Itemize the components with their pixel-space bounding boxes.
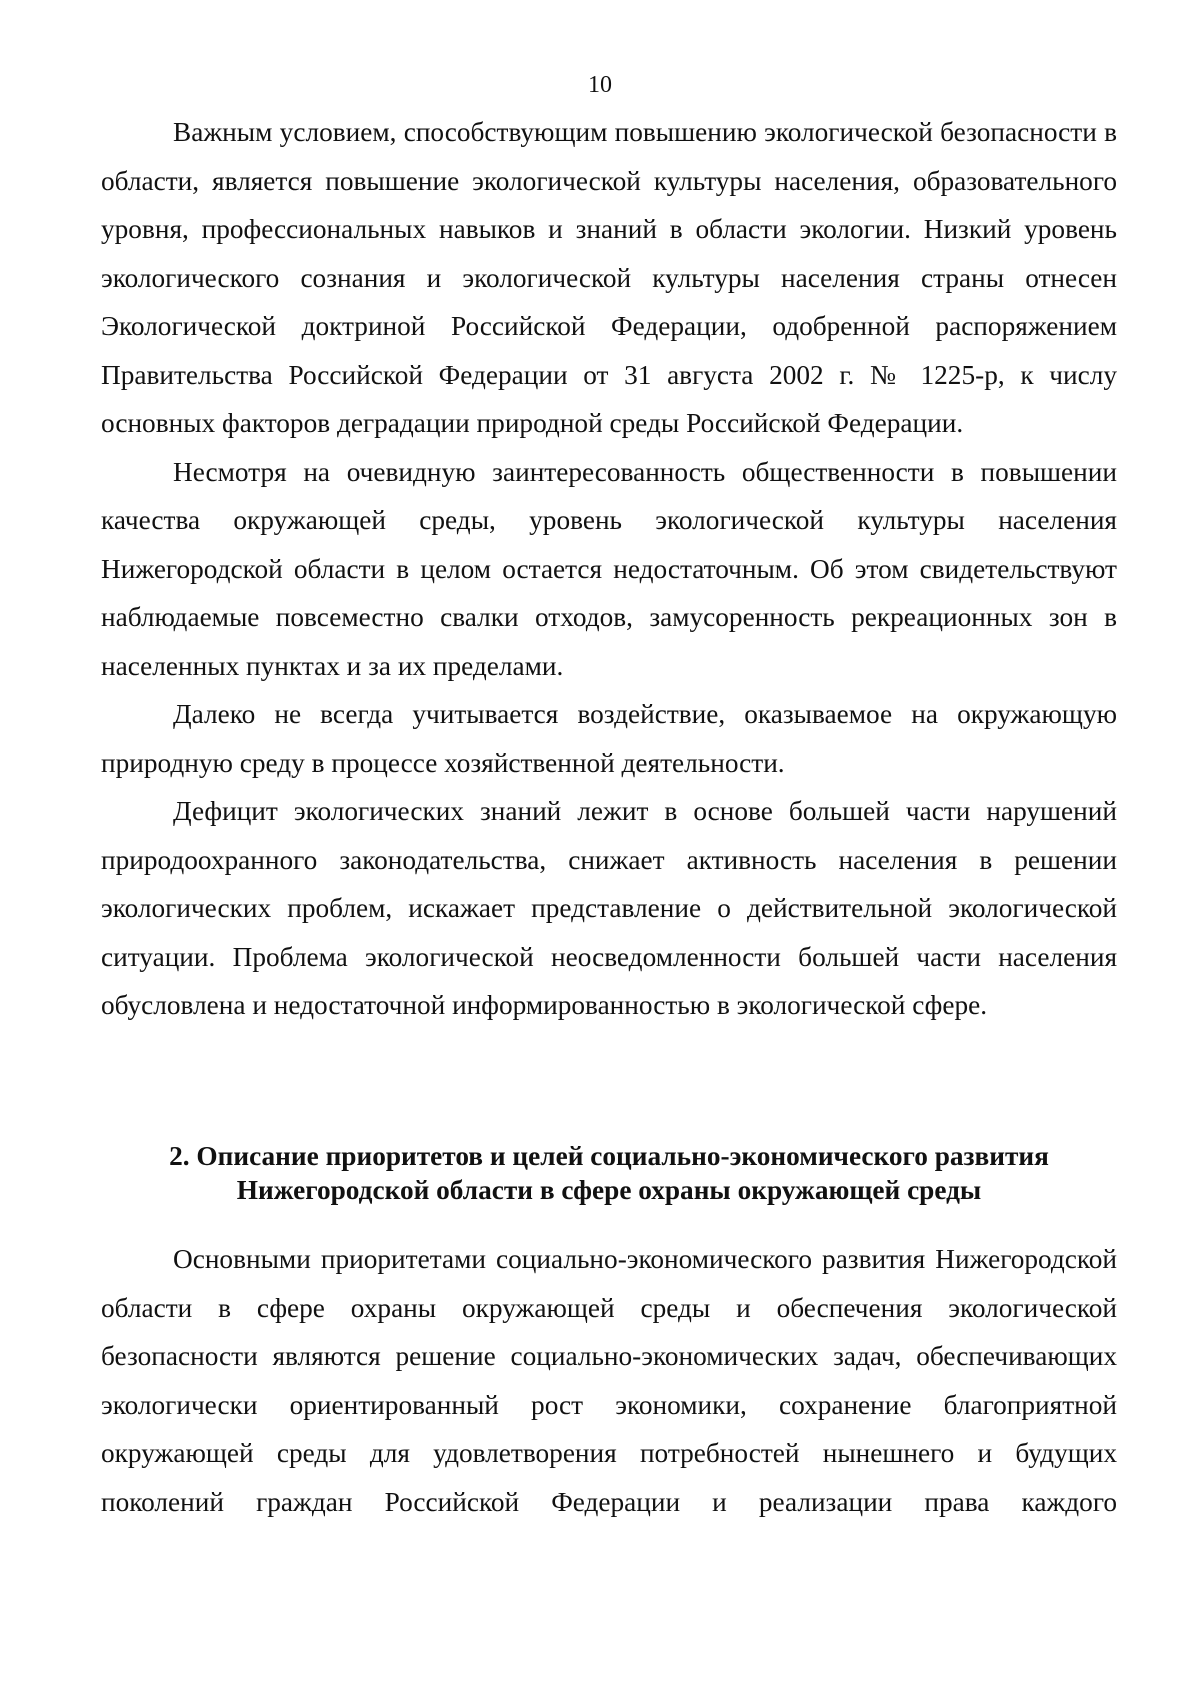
page-number: 10 bbox=[588, 72, 612, 98]
section-heading-line-2: Нижегородской области в сфере охраны окружающей среды bbox=[236, 1175, 982, 1205]
paragraph-ecological-culture: Важным условием, способствующим повышению экологической безопасности в области, является повышение экологической культуры населения, образовательного уровня, профессиональных навыков и знаний в области экологии. Низкий уровень экологического сознания и экологической культуры населения страны отнесен Экологической доктриной Российской Федерации, одобренной распоряжением Правительства Российской Федерации от 31 августа 2002 г. № 1225-р, к числу основных факторов деградации природной среды Российской Федерации. bbox=[101, 117, 1117, 438]
paragraph-knowledge-deficit: Дефицит экологических знаний лежит в основе большей части нарушений природоохранного законодательства, снижает активность населения в решении экологических проблем, искажает представление о действительной экологической ситуации. Проблема экологической неосведомленности большей части населения обусловлена и недостаточной информированностью в экологической сфере. bbox=[101, 796, 1117, 1020]
paragraph-priorities: Основными приоритетами социально-экономического развития Нижегородской области в сфере охраны окружающей среды и обеспечения экологической безопасности являются решение социально-экономических задач, обеспечивающих экологически ориентированный рост экономики, сохранение благоприятной окружающей среды для удовлетворения потребностей нынешнего и будущих поколений граждан Российской Федерации и реализации права каждого bbox=[101, 1244, 1117, 1517]
section-heading bbox=[101, 1139, 1117, 1207]
section-body-text bbox=[101, 1235, 1117, 1526]
body-text-block bbox=[101, 108, 1117, 1030]
section-heading-line-1: 2. Описание приоритетов и целей социально-экономического развития bbox=[169, 1141, 1049, 1171]
paragraph-public-interest: Несмотря на очевидную заинтересованность общественности в повышении качества окружающей среды, уровень экологической культуры населения Нижегородской области в целом остается недостаточным. Об этом свидетельствуют наблюдаемые повсеместно свалки отходов, замусоренность рекреационных зон в населенных пунктах и за их пределами. bbox=[101, 456, 1117, 681]
paragraph-economic-impact: Далеко не всегда учитывается воздействие, оказываемое на окружающую природную среду в процессе хозяйственной деятельности. bbox=[101, 699, 1117, 778]
